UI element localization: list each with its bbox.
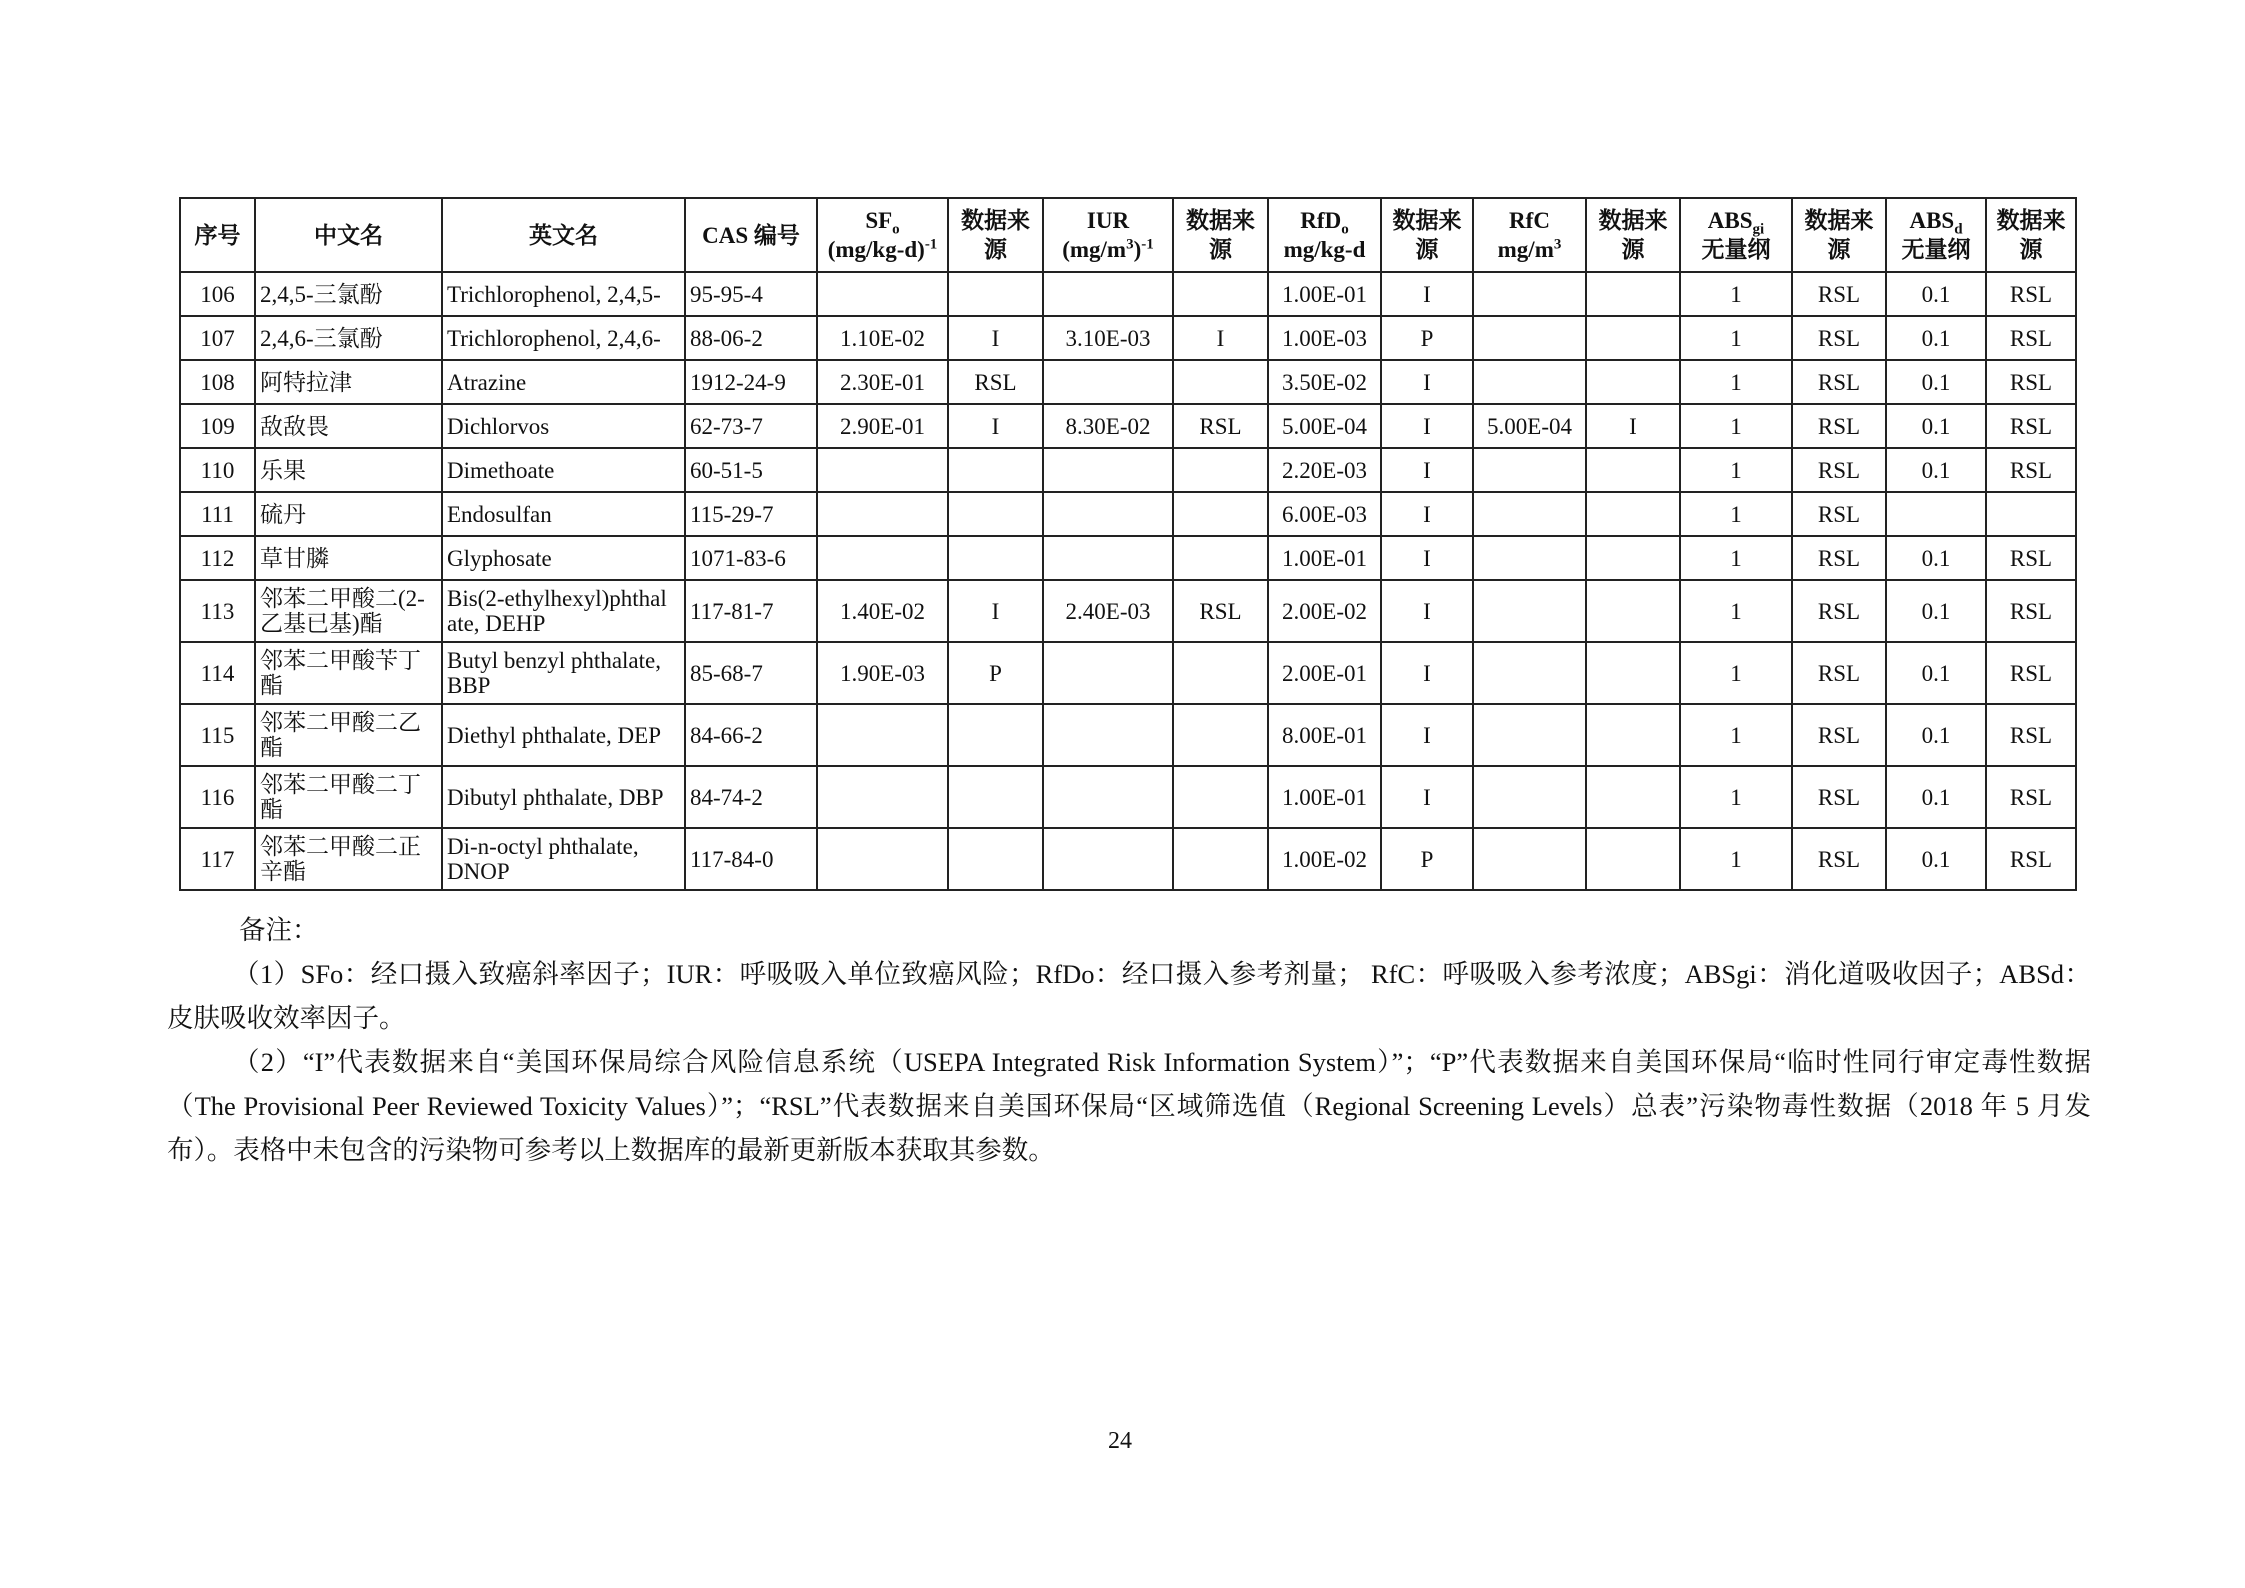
- cell-rfd: 3.50E-02: [1268, 360, 1381, 404]
- cell-absgi-src: RSL: [1792, 642, 1886, 704]
- table-row: [180, 316, 2076, 360]
- cell-iur-src: [1173, 828, 1268, 890]
- cell-cn-name: 乐果: [255, 448, 442, 492]
- cell-iur-src: I: [1173, 316, 1268, 360]
- cell-iur: [1043, 642, 1173, 704]
- cell-sf-src: [948, 448, 1043, 492]
- cell-cn-name: 邻苯二甲酸二丁 酯: [255, 766, 442, 828]
- cell-rfc: [1473, 766, 1586, 828]
- cell-no: 107: [180, 316, 255, 360]
- cell-sf-src: [948, 828, 1043, 890]
- cell-no: 109: [180, 404, 255, 448]
- cell-absgi: 1: [1680, 580, 1792, 642]
- cell-rfc: [1473, 580, 1586, 642]
- cell-iur-src: [1173, 448, 1268, 492]
- table-row: [180, 642, 2076, 704]
- cell-rfd-src: I: [1381, 580, 1473, 642]
- cell-absd-src: RSL: [1986, 580, 2076, 642]
- col-header-en-name: 英文名: [442, 198, 685, 272]
- cell-iur-src: RSL: [1173, 580, 1268, 642]
- cell-no: 116: [180, 766, 255, 828]
- cell-iur-src: [1173, 360, 1268, 404]
- cell-iur-src: [1173, 492, 1268, 536]
- cell-iur: 2.40E-03: [1043, 580, 1173, 642]
- cell-sf-src: I: [948, 580, 1043, 642]
- cell-sf-src: [948, 704, 1043, 766]
- cell-rfd-src: I: [1381, 492, 1473, 536]
- cell-no: 113: [180, 580, 255, 642]
- cell-rfc: [1473, 272, 1586, 316]
- cell-rfd: 1.00E-01: [1268, 536, 1381, 580]
- cell-iur-src: [1173, 642, 1268, 704]
- cell-absgi-src: RSL: [1792, 404, 1886, 448]
- cell-rfd-src: P: [1381, 316, 1473, 360]
- notes-section: [167, 908, 2091, 1172]
- cell-absd: 0.1: [1886, 448, 1986, 492]
- cell-rfc: [1473, 704, 1586, 766]
- cell-sf: 1.10E-02: [817, 316, 948, 360]
- note-2: （2）“I”代表数据来自“美国环保局综合风险信息系统（USEPA Integrated Risk Information System）”；“P”代表数据来自美国环保局“临时性同行审定毒性数据（The Provisional Peer Reviewed Toxicity Values）”；“RSL”代表数据来自美国环保局“区域筛选值（Regional Screening Levels）总表”污染物毒性数据（2018 年 5 月发布）。表格中未包含的污染物可参考以上数据库的最新更新版本获取其参数。: [167, 1047, 2091, 1165]
- cell-iur: [1043, 492, 1173, 536]
- cell-absgi: 1: [1680, 642, 1792, 704]
- cell-sf: 2.30E-01: [817, 360, 948, 404]
- cell-en-name: Butyl benzyl phthalate, BBP: [442, 642, 685, 704]
- cell-rfc-src: [1586, 828, 1680, 890]
- col-header-src-rfd: 数据来 源: [1381, 198, 1473, 272]
- cell-sf: [817, 492, 948, 536]
- cell-rfd: 6.00E-03: [1268, 492, 1381, 536]
- table-row: [180, 448, 2076, 492]
- col-header-rfdo: RfD$_o$ mg/kg-d: [1268, 198, 1381, 272]
- table-row: [180, 492, 2076, 536]
- cell-en-name: Trichlorophenol, 2,4,5-: [442, 272, 685, 316]
- page-number: 24: [1108, 1428, 1132, 1454]
- cell-absd-src: RSL: [1986, 704, 2076, 766]
- cell-absgi: 1: [1680, 766, 1792, 828]
- col-header-src-sf: 数据来 源: [948, 198, 1043, 272]
- cell-absd-src: RSL: [1986, 828, 2076, 890]
- cell-absgi: 1: [1680, 828, 1792, 890]
- cell-iur: [1043, 272, 1173, 316]
- col-header-seq: 序号: [180, 198, 255, 272]
- cell-rfd: 2.20E-03: [1268, 448, 1381, 492]
- col-header-absd: $ABS_d$ 无量纲: [1886, 198, 1986, 272]
- cell-en-name: Diethyl phthalate, DEP: [442, 704, 685, 766]
- cell-sf-src: [948, 536, 1043, 580]
- cell-absgi: 1: [1680, 704, 1792, 766]
- cell-sf: [817, 766, 948, 828]
- cell-absgi: 1: [1680, 492, 1792, 536]
- cell-absgi: 1: [1680, 316, 1792, 360]
- cell-absgi-src: RSL: [1792, 360, 1886, 404]
- cell-cn-name: 邻苯二甲酸二乙 酯: [255, 704, 442, 766]
- cell-en-name: Atrazine: [442, 360, 685, 404]
- cell-absd-src: RSL: [1986, 272, 2076, 316]
- cell-cn-name: 硫丹: [255, 492, 442, 536]
- cell-rfc: [1473, 360, 1586, 404]
- cell-rfc-src: [1586, 492, 1680, 536]
- table-row: [180, 766, 2076, 828]
- table-row: [180, 536, 2076, 580]
- col-header-src-absgi: 数据来 源: [1792, 198, 1886, 272]
- cell-en-name: Dichlorvos: [442, 404, 685, 448]
- cell-absd: 0.1: [1886, 404, 1986, 448]
- cell-cn-name: 2,4,6-三氯酚: [255, 316, 442, 360]
- col-header-cn-name: 中文名: [255, 198, 442, 272]
- cell-absgi: 1: [1680, 404, 1792, 448]
- cell-no: 115: [180, 704, 255, 766]
- note-1: （1）SFo：经口摄入致癌斜率因子；IUR：呼吸吸入单位致癌风险；RfDo：经口摄入参考剂量； RfC：呼吸吸入参考浓度；ABSgi：消化道吸收因子；ABSd：皮肤吸收效率因子。: [167, 959, 2091, 1033]
- cell-absd: 0.1: [1886, 316, 1986, 360]
- cell-sf-src: I: [948, 316, 1043, 360]
- cell-cn-name: 草甘膦: [255, 536, 442, 580]
- cell-rfd: 5.00E-04: [1268, 404, 1381, 448]
- cell-absd-src: [1986, 492, 2076, 536]
- cell-rfd: 2.00E-01: [1268, 642, 1381, 704]
- cell-iur: 8.30E-02: [1043, 404, 1173, 448]
- cell-cas: 117-81-7: [685, 580, 817, 642]
- cell-cn-name: 邻苯二甲酸二(2- 乙基已基)酯: [255, 580, 442, 642]
- cell-rfc: 5.00E-04: [1473, 404, 1586, 448]
- cell-cas: 88-06-2: [685, 316, 817, 360]
- cell-iur: [1043, 704, 1173, 766]
- cell-rfd-src: I: [1381, 360, 1473, 404]
- cell-no: 114: [180, 642, 255, 704]
- cell-sf-src: RSL: [948, 360, 1043, 404]
- cell-iur: [1043, 766, 1173, 828]
- cell-rfd-src: I: [1381, 272, 1473, 316]
- cell-sf-src: P: [948, 642, 1043, 704]
- cell-en-name: Trichlorophenol, 2,4,6-: [442, 316, 685, 360]
- cell-absd: 0.1: [1886, 642, 1986, 704]
- cell-absd: [1886, 492, 1986, 536]
- cell-rfc: [1473, 828, 1586, 890]
- col-header-src-iur: 数据来 源: [1173, 198, 1268, 272]
- cell-absgi-src: RSL: [1792, 272, 1886, 316]
- cell-absd-src: RSL: [1986, 448, 2076, 492]
- cell-cn-name: 2,4,5-三氯酚: [255, 272, 442, 316]
- cell-rfc-src: I: [1586, 404, 1680, 448]
- cell-cas: 1071-83-6: [685, 536, 817, 580]
- cell-rfc-src: [1586, 272, 1680, 316]
- col-header-src-rfc: 数据来 源: [1586, 198, 1680, 272]
- cell-iur: [1043, 360, 1173, 404]
- table-row: [180, 704, 2076, 766]
- table-header-row: [180, 198, 2076, 272]
- cell-absd: 0.1: [1886, 536, 1986, 580]
- cell-absd-src: RSL: [1986, 404, 2076, 448]
- cell-iur-src: [1173, 272, 1268, 316]
- cell-cn-name: 敌敌畏: [255, 404, 442, 448]
- cell-sf: 2.90E-01: [817, 404, 948, 448]
- cell-no: 106: [180, 272, 255, 316]
- cell-absgi-src: RSL: [1792, 828, 1886, 890]
- table-row: [180, 580, 2076, 642]
- cell-sf: [817, 536, 948, 580]
- cell-absgi: 1: [1680, 360, 1792, 404]
- cell-sf: [817, 448, 948, 492]
- cell-rfc-src: [1586, 536, 1680, 580]
- notes-label: 备注：: [239, 915, 319, 945]
- cell-cas: 84-74-2: [685, 766, 817, 828]
- cell-rfc: [1473, 316, 1586, 360]
- cell-rfc-src: [1586, 580, 1680, 642]
- cell-iur: [1043, 828, 1173, 890]
- cell-absd: 0.1: [1886, 704, 1986, 766]
- cell-cas: 84-66-2: [685, 704, 817, 766]
- cell-rfd-src: P: [1381, 828, 1473, 890]
- cell-absd-src: RSL: [1986, 360, 2076, 404]
- cell-sf: 1.90E-03: [817, 642, 948, 704]
- cell-rfc-src: [1586, 360, 1680, 404]
- cell-rfd-src: I: [1381, 642, 1473, 704]
- cell-iur-src: [1173, 766, 1268, 828]
- cell-absd: 0.1: [1886, 766, 1986, 828]
- cell-absd-src: RSL: [1986, 642, 2076, 704]
- cell-rfc-src: [1586, 704, 1680, 766]
- cell-absd-src: RSL: [1986, 316, 2076, 360]
- cell-cas: 115-29-7: [685, 492, 817, 536]
- cell-absgi-src: RSL: [1792, 536, 1886, 580]
- cell-cn-name: 邻苯二甲酸苄丁 酯: [255, 642, 442, 704]
- cell-absd: 0.1: [1886, 580, 1986, 642]
- cell-absd: 0.1: [1886, 828, 1986, 890]
- cell-rfd-src: I: [1381, 766, 1473, 828]
- cell-sf-src: [948, 766, 1043, 828]
- cell-cas: 85-68-7: [685, 642, 817, 704]
- cell-en-name: Di-n-octyl phthalate, DNOP: [442, 828, 685, 890]
- cell-absd: 0.1: [1886, 360, 1986, 404]
- col-header-sfo: $SF_o$ $(mg/kg-d)^{-1}$: [817, 198, 948, 272]
- cell-absgi-src: RSL: [1792, 492, 1886, 536]
- table-row: [180, 272, 2076, 316]
- col-header-src-absd: 数据来 源: [1986, 198, 2076, 272]
- cell-iur: [1043, 536, 1173, 580]
- cell-iur-src: RSL: [1173, 404, 1268, 448]
- cell-absgi-src: RSL: [1792, 316, 1886, 360]
- cell-rfd: 1.00E-02: [1268, 828, 1381, 890]
- toxicity-table: [179, 197, 2077, 891]
- cell-sf: [817, 272, 948, 316]
- cell-no: 111: [180, 492, 255, 536]
- cell-sf-src: I: [948, 404, 1043, 448]
- cell-rfd: 1.00E-03: [1268, 316, 1381, 360]
- cell-rfd: 1.00E-01: [1268, 272, 1381, 316]
- cell-iur: 3.10E-03: [1043, 316, 1173, 360]
- cell-rfc-src: [1586, 642, 1680, 704]
- cell-absgi-src: RSL: [1792, 580, 1886, 642]
- cell-cas: 117-84-0: [685, 828, 817, 890]
- cell-rfc-src: [1586, 766, 1680, 828]
- cell-cn-name: 阿特拉津: [255, 360, 442, 404]
- col-header-absgi: $ABS_{gi}$ 无量纲: [1680, 198, 1792, 272]
- cell-absgi-src: RSL: [1792, 766, 1886, 828]
- cell-absd-src: RSL: [1986, 536, 2076, 580]
- cell-sf: [817, 828, 948, 890]
- cell-cas: 60-51-5: [685, 448, 817, 492]
- table-row: [180, 404, 2076, 448]
- cell-rfd-src: I: [1381, 704, 1473, 766]
- col-header-iur: IUR $(mg/m^3)^{-1}$: [1043, 198, 1173, 272]
- cell-rfd: 2.00E-02: [1268, 580, 1381, 642]
- cell-sf: [817, 704, 948, 766]
- cell-sf-src: [948, 272, 1043, 316]
- cell-cas: 62-73-7: [685, 404, 817, 448]
- cell-absd-src: RSL: [1986, 766, 2076, 828]
- col-header-rfc: RfC $mg/m^3$: [1473, 198, 1586, 272]
- cell-absgi: 1: [1680, 272, 1792, 316]
- cell-sf-src: [948, 492, 1043, 536]
- cell-rfc-src: [1586, 448, 1680, 492]
- cell-en-name: Dibutyl phthalate, DBP: [442, 766, 685, 828]
- cell-rfc: [1473, 536, 1586, 580]
- cell-cn-name: 邻苯二甲酸二正 辛酯: [255, 828, 442, 890]
- cell-no: 112: [180, 536, 255, 580]
- cell-rfd: 8.00E-01: [1268, 704, 1381, 766]
- cell-no: 117: [180, 828, 255, 890]
- cell-en-name: Bis(2-ethylhexyl)phthal ate, DEHP: [442, 580, 685, 642]
- cell-iur: [1043, 448, 1173, 492]
- cell-iur-src: [1173, 536, 1268, 580]
- cell-en-name: Endosulfan: [442, 492, 685, 536]
- cell-absgi: 1: [1680, 448, 1792, 492]
- cell-rfd-src: I: [1381, 404, 1473, 448]
- cell-rfd-src: I: [1381, 448, 1473, 492]
- cell-no: 108: [180, 360, 255, 404]
- cell-rfd: 1.00E-01: [1268, 766, 1381, 828]
- cell-cas: 1912-24-9: [685, 360, 817, 404]
- cell-rfc: [1473, 448, 1586, 492]
- cell-rfc: [1473, 492, 1586, 536]
- cell-absd: 0.1: [1886, 272, 1986, 316]
- cell-en-name: Glyphosate: [442, 536, 685, 580]
- cell-iur-src: [1173, 704, 1268, 766]
- cell-absgi-src: RSL: [1792, 448, 1886, 492]
- table-row: [180, 360, 2076, 404]
- cell-rfc-src: [1586, 316, 1680, 360]
- cell-rfc: [1473, 642, 1586, 704]
- cell-en-name: Dimethoate: [442, 448, 685, 492]
- cell-cas: 95-95-4: [685, 272, 817, 316]
- table-row: [180, 828, 2076, 890]
- cell-rfd-src: I: [1381, 536, 1473, 580]
- col-header-cas: CAS 编号: [685, 198, 817, 272]
- cell-sf: 1.40E-02: [817, 580, 948, 642]
- cell-absgi: 1: [1680, 536, 1792, 580]
- cell-no: 110: [180, 448, 255, 492]
- cell-absgi-src: RSL: [1792, 704, 1886, 766]
